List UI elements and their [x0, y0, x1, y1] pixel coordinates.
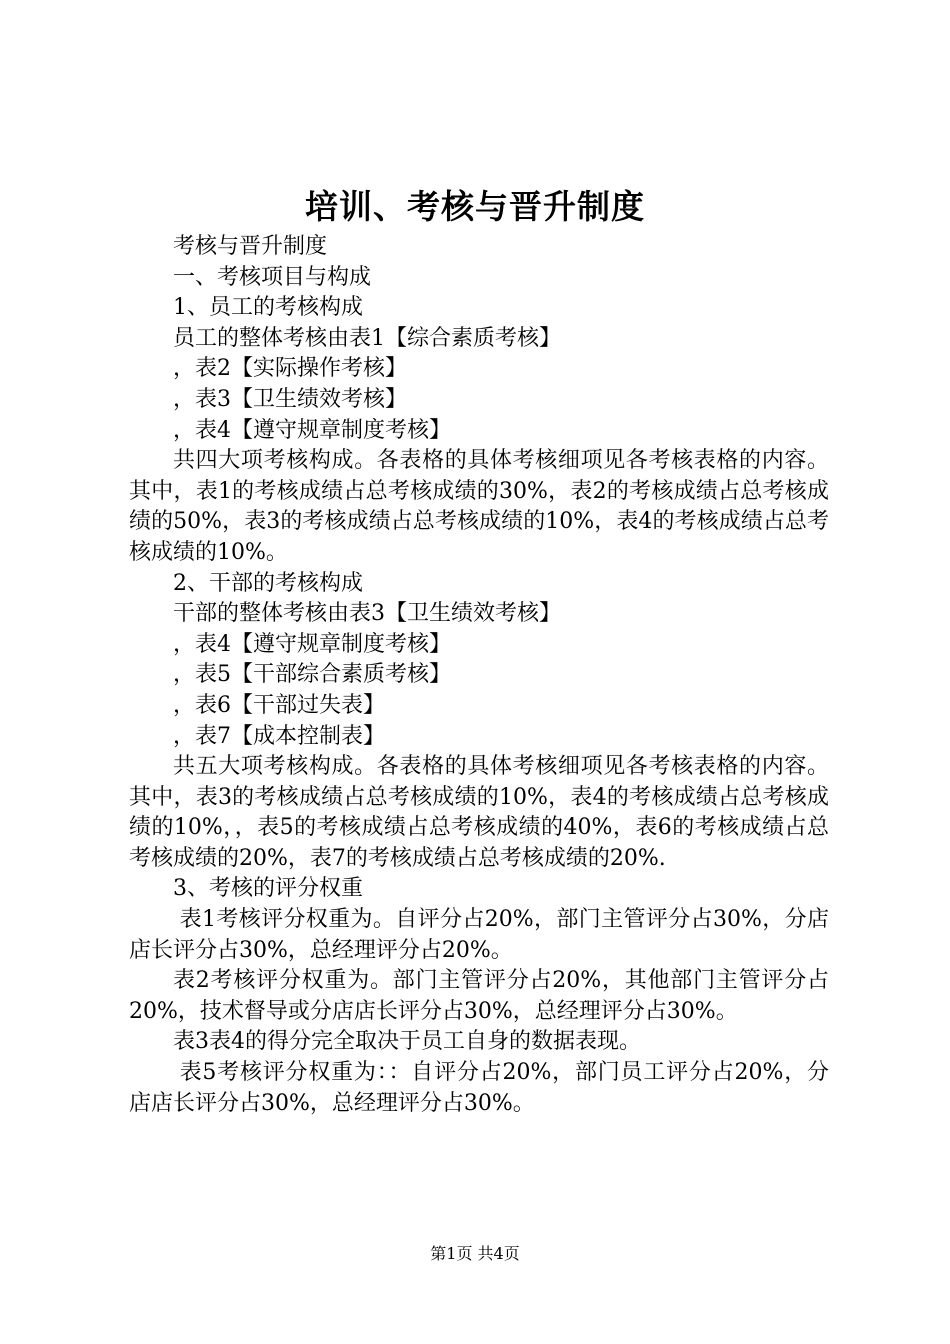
subsection-heading: 2、干部的考核构成 [173, 570, 363, 596]
paragraph: 考核与晋升制度 [173, 234, 328, 259]
paragraph: ，表2【实际操作考核】 [173, 356, 407, 382]
paragraph: 表3表4的得分完全取决于员工自身的数据表现。 [173, 1029, 641, 1055]
paragraph: ，表5【干部综合素质考核】 [173, 662, 451, 688]
paragraph: 共四大项考核构成。各表格的具体考核细项见各考核表格的内容。其中，表1的考核成绩占总考核成绩的30%，表2的考核成绩占总考核成绩的50%，表3的考核成绩占总考核成绩的10%，表4的考核成绩占总考核成绩的10%。 [129, 448, 829, 565]
paragraph: 表5考核评分权重为：：自评分占20%，部门员工评分占20%，分店店长评分占30%，总经理评分占30%。 [129, 1060, 829, 1116]
paragraph: 干部的整体考核由表3【卫生绩效考核】 [173, 601, 561, 627]
document-body [129, 232, 829, 1119]
paragraph: 表1考核评分权重为。自评分占20%，部门主管评分占30%，分店店长评分占30%，总经理评分占20%。 [129, 907, 829, 963]
paragraph: ，表4【遵守规章制度考核】 [173, 631, 451, 657]
section-heading: 一、考核项目与构成 [173, 264, 372, 290]
page-footer: 第1页 共4页 [430, 1244, 520, 1263]
paragraph: 表2考核评分权重为。部门主管评分占20%，其他部门主管评分占20%，技术督导或分店店长评分占30%，总经理评分占30%。 [129, 968, 829, 1024]
paragraph: 员工的整体考核由表1【综合素质考核】 [173, 325, 561, 351]
paragraph: ，表4【遵守规章制度考核】 [173, 417, 451, 443]
paragraph: 共五大项考核构成。各表格的具体考核细项见各考核表格的内容。其中，表3的考核成绩占总考核成绩的10%，表4的考核成绩占总考核成绩的10%，，表5的考核成绩占总考核成绩的40%，表6的考核成绩占总考核成绩的20%，表7的考核成绩占总考核成绩的20%. [129, 754, 829, 871]
paragraph: ，表7【成本控制表】 [173, 723, 385, 749]
paragraph: ，表6【干部过失表】 [173, 692, 385, 718]
subsection-heading: 1、员工的考核构成 [173, 295, 363, 321]
document-title: 培训、考核与晋升制度 [305, 187, 645, 226]
paragraph: ，表3【卫生绩效考核】 [173, 386, 407, 412]
subsection-heading: 3、考核的评分权重 [173, 876, 363, 902]
